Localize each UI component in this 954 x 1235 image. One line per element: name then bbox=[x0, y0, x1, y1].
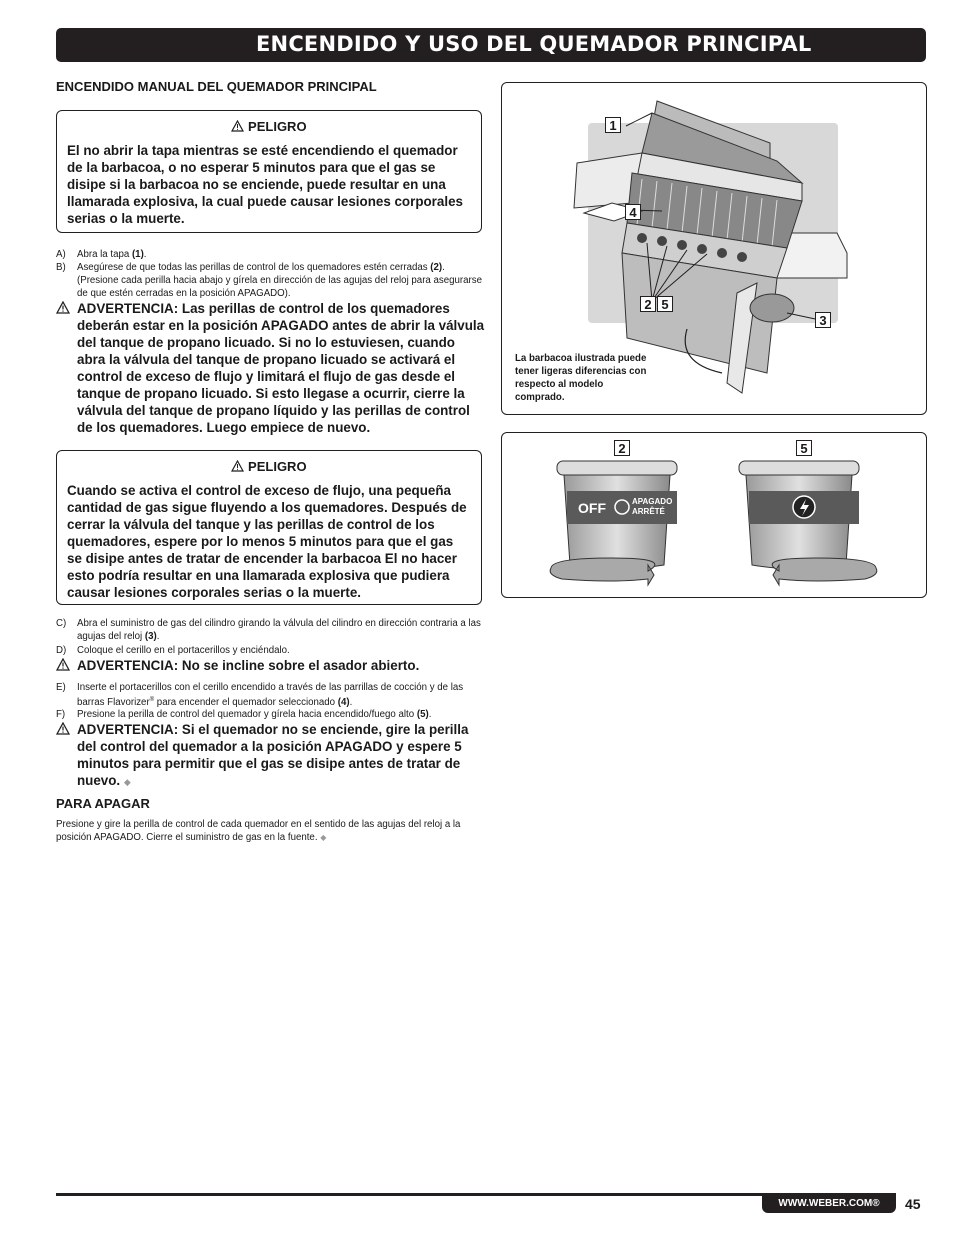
warning-text: ADVERTENCIA: No se incline sobre el asador abierto. bbox=[77, 658, 420, 673]
end-diamond-icon: ◆ bbox=[123, 777, 131, 787]
step-f bbox=[56, 708, 486, 721]
danger-text-2: Cuando se activa el control de exceso de flujo, una pequeña cantidad de gas sigue fluyendo a los quemadores. Después de cerrar la válvula del tanque y las perillas de control de los quemadores, espere por lo menos 5 minutos para que el gas se disipe antes de tratar de encender la barbacoa El no hacer esto podría resultar en una llamarada explosiva que pudiera causar lesiones corporales serias o la muerte. bbox=[67, 483, 467, 600]
danger-box-2 bbox=[56, 450, 482, 605]
shutdown-body: Presione y gire la perilla de control de cada quemador en el sentido de las agujas del reloj a la posición APAGADO. Cierre el suministro de gas en la fuente. bbox=[56, 819, 461, 843]
title-bar bbox=[56, 28, 926, 62]
knob-apagado-text: APAGADO bbox=[632, 497, 673, 506]
warning-text: ADVERTENCIA: Si el quemador no se enciende, gire la perilla del control del quemador a la posición APAGADO y espere 5 minutos para permitir que el gas se disipe antes de tratar de nuevo. bbox=[77, 722, 469, 788]
step-letter: D) bbox=[56, 645, 67, 656]
callout-5: 5 bbox=[796, 440, 812, 456]
step-letter: A) bbox=[56, 249, 66, 260]
step-ref: (3) bbox=[144, 631, 157, 642]
warning-triangle-icon bbox=[56, 658, 70, 671]
knob-figure bbox=[501, 432, 927, 598]
step-text: Presione la perilla de control del quemador y gírela hacia encendido/fuego alto bbox=[77, 709, 415, 720]
danger-title-2 bbox=[57, 459, 481, 474]
step-end: . bbox=[156, 631, 160, 642]
danger-box-1 bbox=[56, 110, 482, 233]
step-e bbox=[56, 681, 486, 709]
warning-triangle-icon bbox=[231, 460, 244, 472]
warning-triangle-icon bbox=[56, 301, 70, 314]
danger-title-1 bbox=[57, 119, 481, 134]
step-ref: (5) bbox=[416, 709, 429, 720]
callout-2: 2 bbox=[614, 440, 630, 456]
callout-3: 3 bbox=[815, 312, 831, 328]
warning-triangle-icon bbox=[56, 722, 70, 735]
step-text: Inserte el portacerillos con el cerillo encendido a través de las parrillas de cocción y de las barras Flavorizer bbox=[77, 682, 464, 709]
step-text: Coloque el cerillo en el portacerillos y enciéndalo. bbox=[77, 645, 290, 656]
step-d bbox=[56, 644, 486, 657]
danger-title-text: PELIGRO bbox=[248, 119, 307, 134]
warning-2 bbox=[56, 657, 486, 674]
knob-off-label: OFF bbox=[578, 500, 606, 516]
step-text: Asegúrese de que todas las perillas de control de los quemadores estén cerradas bbox=[77, 262, 428, 273]
step-ref: (2) bbox=[430, 262, 443, 273]
step-text: Abra la tapa bbox=[77, 249, 130, 260]
callout-2: 2 bbox=[640, 296, 656, 312]
warning-1 bbox=[56, 300, 486, 436]
section-heading: ENCENDIDO MANUAL DEL QUEMADOR PRINCIPAL bbox=[56, 79, 377, 94]
step-c bbox=[56, 617, 486, 643]
step-letter: C) bbox=[56, 618, 67, 629]
step-letter: F) bbox=[56, 709, 66, 720]
knob-apagado-label bbox=[632, 497, 677, 517]
step-end: . (Presione cada perilla hacia abajo y gírela en dirección de las agujas del reloj para asegurarse de que estén cerradas en la posición APAGADO). bbox=[77, 262, 482, 299]
shutdown-heading: PARA APAGAR bbox=[56, 796, 150, 811]
step-text: Abra el suministro de gas del cilindro girando la válvula del cilindro en dirección contraria a las agujas del reloj bbox=[77, 618, 481, 642]
danger-title-text: PELIGRO bbox=[248, 459, 307, 474]
figure-note: La barbacoa ilustrada puede tener ligeras diferencias con respecto al modelo comprado. bbox=[515, 353, 647, 403]
knob-arrete-text: ARRÊTÉ bbox=[632, 507, 665, 516]
footer-url[interactable]: WWW.WEBER.COM® bbox=[762, 1195, 896, 1213]
warning-text: ADVERTENCIA: Las perillas de control de los quemadores deberán estar en la posición APAGADO antes de abrir la válvula del tanque de propano licuado. Si no lo estuviesen, cuando abra la válvula del tanque de propano licuado se activará el control de exceso de flujo y limitará el flujo de gas desde el tanque de propano licuado. Si esto llegase a ocurrir, cierre la válvula del tanque de propano líquido y las perillas de control de los quemadores. Luego empiece de nuevo. bbox=[77, 301, 485, 435]
step-ref: (1) bbox=[131, 249, 144, 260]
step-end: . bbox=[349, 697, 353, 709]
step-letter: B) bbox=[56, 262, 66, 273]
page-title: ENCENDIDO Y USO DEL QUEMADOR PRINCIPAL bbox=[256, 32, 812, 56]
callout-5: 5 bbox=[657, 296, 673, 312]
page-number: 45 bbox=[905, 1196, 921, 1212]
shutdown-text bbox=[56, 818, 486, 844]
step-ref: (4) bbox=[337, 697, 350, 709]
callout-4: 4 bbox=[625, 204, 641, 220]
step-b bbox=[56, 261, 486, 300]
step-a bbox=[56, 248, 486, 261]
warning-3 bbox=[56, 721, 486, 791]
callout-1: 1 bbox=[605, 117, 621, 133]
knob-illustration bbox=[502, 433, 925, 596]
registered-mark: ® bbox=[149, 697, 155, 703]
step-letter: E) bbox=[56, 682, 66, 693]
step-end: . bbox=[143, 249, 147, 260]
step-text-2: para encender el quemador seleccionado bbox=[154, 697, 336, 709]
warning-triangle-icon bbox=[231, 120, 244, 132]
danger-text-1: El no abrir la tapa mientras se esté encendiendo el quemador de la barbacoa, o no esperar 5 minutos para que el gas se disipe si la barbacoa no se enciende, puede resultar en una llamarada explosiva, la cual puede causar lesiones corporales serias o la muerte. bbox=[67, 143, 463, 226]
step-end: . bbox=[428, 709, 432, 720]
end-diamond-icon: ◆ bbox=[320, 833, 327, 842]
